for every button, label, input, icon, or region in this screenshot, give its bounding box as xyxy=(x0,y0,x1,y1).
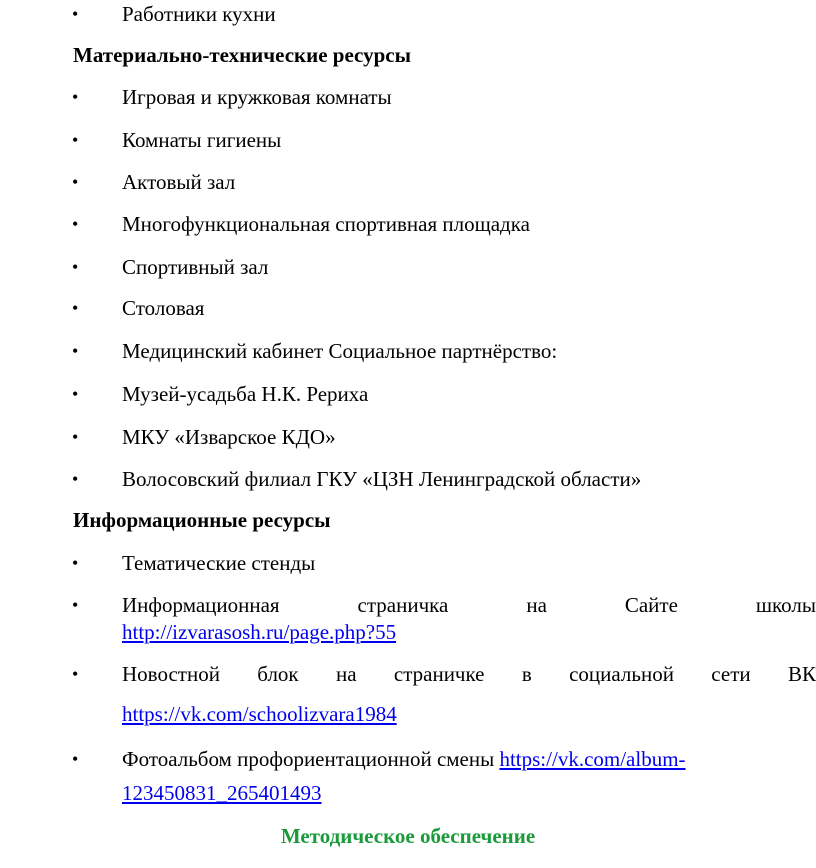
word: страничка xyxy=(357,593,449,617)
word: Информационная xyxy=(122,593,280,617)
list-item: Медицинский кабинет Социальное партнёрство: xyxy=(122,339,558,363)
bullet: • xyxy=(72,749,79,769)
bullet: • xyxy=(72,130,79,150)
list-item: Многофункциональная спортивная площадка xyxy=(122,212,530,236)
school-page-link[interactable]: http://izvarasosh.ru/page.php?55 xyxy=(122,620,397,644)
word: Сайте xyxy=(624,593,678,617)
list-item-stands: Тематические стенды xyxy=(122,551,316,575)
bullet: • xyxy=(72,427,79,447)
heading-information-resources: Информационные ресурсы xyxy=(73,508,331,532)
list-item: Столовая xyxy=(122,296,205,320)
list-item-kitchen-staff: Работники кухни xyxy=(122,2,276,26)
news-block-text xyxy=(122,662,816,686)
bullet: • xyxy=(72,384,79,404)
list-item: Волосовский филиал ГКУ «ЦЗН Ленинградской области» xyxy=(122,467,642,491)
word: социальной xyxy=(569,662,674,686)
album-link-part1[interactable]: https://vk.com/album- xyxy=(499,747,686,771)
bullet: • xyxy=(72,214,79,234)
list-item: Музей-усадьба Н.К. Рериха xyxy=(122,382,369,406)
bullet: • xyxy=(72,4,79,24)
word: на xyxy=(526,593,547,617)
word: школы xyxy=(755,593,816,617)
bullet: • xyxy=(72,341,79,361)
bullet: • xyxy=(72,298,79,318)
heading-methodical-support: Методическое обеспечение xyxy=(280,824,536,848)
bullet: • xyxy=(72,469,79,489)
list-item: Актовый зал xyxy=(122,170,236,194)
school-page-text xyxy=(122,593,816,617)
vk-school-link[interactable]: https://vk.com/schoolizvara1984 xyxy=(122,702,397,726)
bullet: • xyxy=(72,553,79,573)
word: сети xyxy=(711,662,751,686)
bullet: • xyxy=(72,664,79,684)
list-item: Спортивный зал xyxy=(122,255,269,279)
list-item: Комнаты гигиены xyxy=(122,128,282,152)
bullet: • xyxy=(72,87,79,107)
bullet: • xyxy=(72,595,79,615)
word: Новостной xyxy=(122,662,220,686)
photo-album-text: Фотоальбом профориентационной смены xyxy=(122,747,500,771)
bullet: • xyxy=(72,172,79,192)
word: на xyxy=(335,662,357,686)
album-link-part2[interactable]: 123450831_265401493 xyxy=(122,781,322,805)
word: в xyxy=(521,662,532,686)
list-item: Игровая и кружковая комнаты xyxy=(122,85,392,109)
photo-album-item xyxy=(122,747,686,771)
word: ВК xyxy=(787,662,816,686)
list-item: МКУ «Изварское КДО» xyxy=(122,425,336,449)
word: блок xyxy=(257,662,299,686)
word: страничке xyxy=(393,662,485,686)
bullet: • xyxy=(72,257,79,277)
heading-material-resources: Материально-технические ресурсы xyxy=(73,43,411,67)
